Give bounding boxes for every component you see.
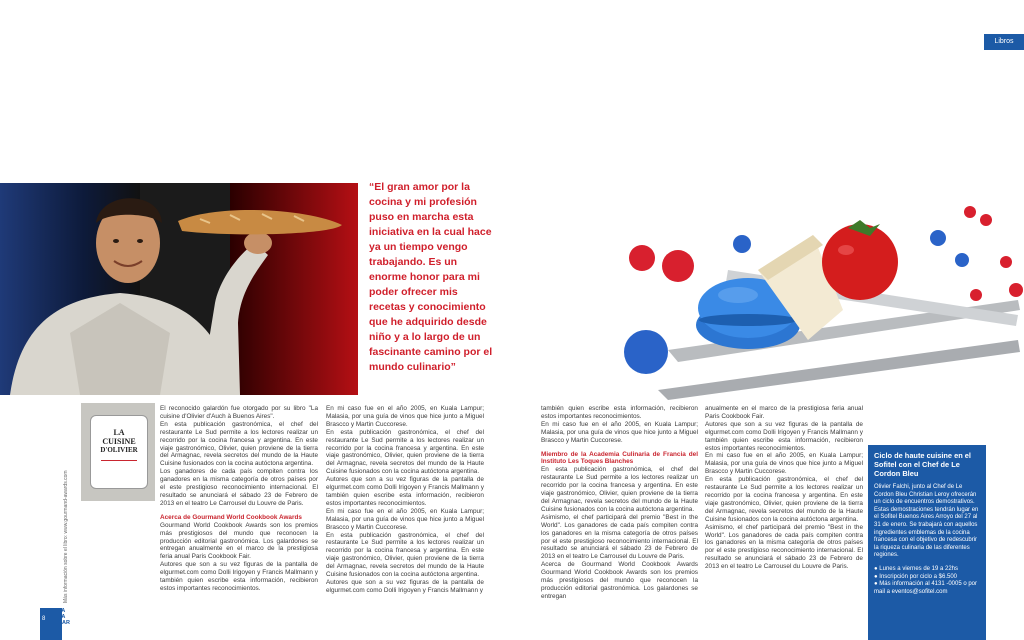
paragraph: Autores que son a su vez figuras de la pantalla de elgurmet.com como Dolli Irigoyen y Francis Mallmann y también quien escribe esta información, recibieron estos importantes reconocimientos. bbox=[705, 420, 863, 452]
page-number: 8 bbox=[42, 616, 46, 622]
photo-credit-text: Más información sobre el libro: www.gourmand-awards.com bbox=[63, 470, 69, 603]
book-cover-title-2: CUISINE bbox=[102, 437, 136, 446]
paragraph: Gourmand World Cookbook Awards son los premios más prestigiosos del mundo que reconocen la producción editorial gastronómica. Los galardones se entregan anualmente en el marco de la prestigiosa feria anual Paris Cookbook Fair. bbox=[160, 521, 318, 561]
article-column-2 bbox=[326, 405, 484, 595]
book-cover-title-1: LA bbox=[113, 428, 125, 437]
paragraph: Los ganadores de cada país compiten contra los ganadores en la misma categoría de otros países por el este prestigioso reconocimiento internacional. El resultado se anunciará el sábado 23 de Febrero de 2013 en el teatro Le Carrousel du Louvre de Paris. bbox=[160, 468, 318, 507]
list-item: ● Más información al 4131 -0005 o por mail a eventos@sofitel.com bbox=[874, 581, 978, 595]
paragraph: En esta publicación gastronómica, el chef del restaurante Le Sud permite a los lectores realizar un recorrido por la cocina francesa y argentina. En este viaje gastronómico, Olivier, quien proviene de la tierra del Armagnac, revela secretos del mundo de la Haute Cuisine fusionados con la cocina autóctona argentina. bbox=[160, 420, 318, 468]
list-item: ● Inscripción por ciclo a $6.500 bbox=[874, 573, 958, 580]
article-column-4 bbox=[705, 405, 863, 571]
paragraph: En esta publicación gastronómica, el chef del restaurante Le Sud permite a los lectores realizar un recorrido por la cocina francesa y argentina. En este viaje gastronómico, Olivier, quien proviene de la tierra del Armagnac, revela secretos del mundo de la Haute Cuisine fusionados con la cocina autóctona argentina. bbox=[326, 531, 484, 579]
paragraph: Autores que son a su vez figuras de la pantalla de elgurmet.com como Dolli Irigoyen y Francis Mallmann y también quien escribe esta información, recibieron estos importantes reconocimientos. bbox=[160, 561, 318, 592]
chef-photo bbox=[0, 183, 358, 395]
pull-quote: “El gran amor por la cocina y mi profesión puso en marcha esta iniciativa en la cual hace ya un tiempo vengo trabajando. Es un enorme honor para mi poder ofrecer mis recetas y conocimiento que he adquirido desde niño y a lo largo de un fascinante camino por el mundo culinario” bbox=[369, 181, 493, 373]
macaron-cutlery-illustration bbox=[598, 190, 1024, 400]
paragraph: En mi caso fue en el año 2005, en Kuala Lampur; Malasia, por una guía de vinos que hice junto a Miguel Brascco y Martin Cuccorese. bbox=[326, 507, 484, 531]
book-cover-frame bbox=[90, 415, 148, 489]
paragraph: Asimismo, el chef participará del premio "Best in the World". Los ganadores de cada país compiten contra los ganadores en la misma categoría de otros países por el este prestigioso reconocimiento internacional. El resultado se anunciará el sábado 23 de Febrero de 2013 en el teatro Le Carrousel du Louvre de Paris. bbox=[705, 523, 863, 571]
chef-illustration bbox=[0, 183, 358, 395]
paragraph: Asimismo, el chef participará del premio "Best in the World". Los ganadores de cada país compiten contra los ganadores en la misma categoría de otros países por el este prestigioso reconocimiento internacional. El resultado se anunciará el sábado 23 de Febrero de 2013 en el teatro Le Carrousel du Louvre de Paris. bbox=[541, 513, 698, 561]
paragraph: En mi caso fue en el año 2005, en Kuala Lampur; Malasia, por una guía de vinos que hice junto a Miguel Brascco y Martin Cuccorese. bbox=[541, 420, 698, 444]
list-item: ● Lunes a viernes de 19 a 22hs bbox=[874, 565, 959, 572]
list-item-text: Lunes a viernes de 19 a 22hs bbox=[879, 565, 959, 572]
subheading: Acerca de Gourmand World Cookbook Awards bbox=[160, 513, 302, 521]
book-cover bbox=[81, 403, 155, 501]
paragraph: En mi caso fue en el año 2005, en Kuala Lampur; Malasia, por una guía de vinos que hice junto a Miguel Brascco y Martin Cuccorese. bbox=[705, 452, 863, 476]
magazine-logo-text: PA LA DAR bbox=[58, 608, 70, 626]
article-column-1 bbox=[160, 405, 318, 593]
food-photo bbox=[598, 190, 1024, 400]
subheading: Miembro de la Academia Culinaria de Francia del Instituto Les Toques Blanches bbox=[541, 450, 698, 466]
event-info-box bbox=[868, 445, 986, 640]
section-tag: Libros bbox=[984, 34, 1024, 50]
paragraph: anualmente en el marco de la prestigiosa feria anual Paris Cookbook Fair. bbox=[705, 405, 863, 420]
book-cover-rule bbox=[101, 460, 137, 461]
article-column-3 bbox=[541, 405, 698, 601]
paragraph: En esta publicación gastronómica, el chef del restaurante Le Sud permite a los lectores realizar un recorrido por la cocina francesa y argentina. En este viaje gastronómico, Olivier, quien proviene de la tierra del Armagnac, revela secretos del mundo de la Haute Cuisine fusionados con la cocina autóctona argentina. bbox=[326, 428, 484, 476]
event-box-title: Ciclo de haute cuisine en el Sofitel con el Chef de Le Cordon Bleu bbox=[874, 451, 971, 478]
photo-credit bbox=[63, 403, 73, 613]
paragraph: En esta publicación gastronómica, el chef del restaurante Le Sud permite a los lectores realizar un recorrido por la cocina francesa y argentina. En este viaje gastronómico, Olivier, quien proviene de la tierra del Armagnac, revela secretos del mundo de la Haute Cuisine fusionados con la cocina autóctona argentina. bbox=[541, 466, 698, 513]
paragraph: Autores que son a su vez figuras de la pantalla de elgurmet.com como Dolli Irigoyen y Francis Mallmann y bbox=[326, 578, 484, 594]
paragraph: En mi caso fue en el año 2005, en Kuala Lampur; Malasia, por una guía de vinos que hice junto a Miguel Brascco y Martin Cuccorese. bbox=[326, 405, 484, 428]
book-cover-title-3: D'OLIVIER bbox=[100, 446, 138, 454]
paragraph: Autores que son a su vez figuras de la pantalla de elgurmet.com como Dolli Irigoyen y Francis Mallmann y también quien escribe esta información, recibieron estos importantes reconocimientos. bbox=[326, 476, 484, 507]
paragraph: Acerca de Gourmand World Cookbook Awards Gourmand World Cookbook Awards son los premios más prestigiosos del mundo que reconocen la producción editorial gastronómica. Los galardones se entregan bbox=[541, 561, 698, 600]
event-box-body: Olivier Falchi, junto al Chef de Le Cordon Bleu Christian Leroy ofrecerán un ciclo de encuentros demostrativos. Estas demostraciones tendrán lugar en el Sofitel Buenos Aires Arroyo del 27 al 31 de enero. Se trabajará con aquellos ingredientes emblemas de la cocina francesa con el objetivo de redescubrir la riqueza culinaria de las diferentes regiones. bbox=[874, 484, 979, 559]
paragraph: En esta publicación gastronómica, el chef del restaurante Le Sud permite a los lectores realizar un recorrido por la cocina francesa y argentina. En este viaje gastronómico, Olivier, quien proviene de la tierra del Armagnac, revela secretos del mundo de la Haute Cuisine fusionados con la cocina autóctona argentina. bbox=[705, 476, 863, 523]
list-item-text: Más información al 4131 -0005 o por mail a eventos@sofitel.com bbox=[874, 581, 978, 595]
list-item-text: Inscripción por ciclo a $6.500 bbox=[879, 573, 958, 580]
paragraph: El reconocido galardón fue otorgado por su libro "La cuisine d'Olivier d'Auch à Buenos Aires". bbox=[160, 405, 318, 420]
paragraph: también quien escribe esta información, recibieron estos importantes reconocimientos. bbox=[541, 405, 698, 420]
event-box-list bbox=[868, 566, 986, 596]
